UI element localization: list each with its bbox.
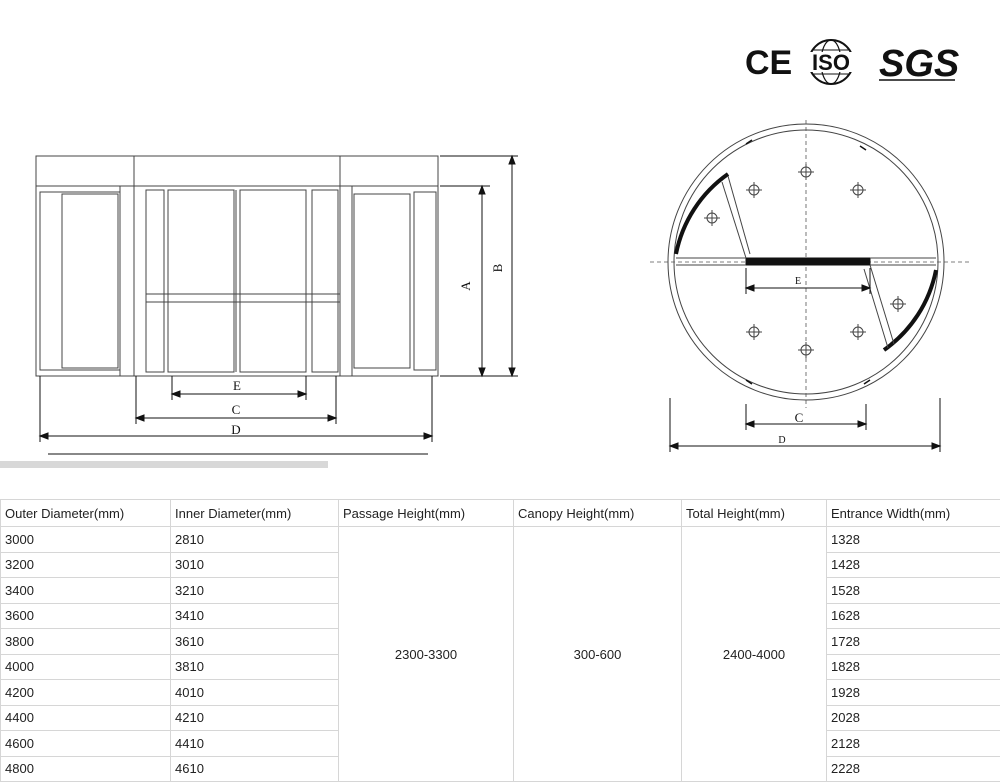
- front-elevation-drawing: [0, 150, 540, 470]
- ce-mark: CE: [745, 44, 792, 82]
- table-row: [1, 527, 1000, 553]
- inner-diameter-cell: 4010: [171, 680, 339, 706]
- outer-diameter-cell: 3600: [1, 603, 171, 629]
- entrance-width-cell: 2228: [827, 756, 1000, 782]
- sgs-mark: SGS: [879, 43, 959, 85]
- outer-diameter-cell: 3000: [1, 527, 171, 553]
- dim-label-b: B: [490, 263, 505, 272]
- entrance-width-cell: 2028: [827, 705, 1000, 731]
- dim-label-a: A: [458, 281, 473, 291]
- outer-diameter-cell: 4600: [1, 731, 171, 757]
- entrance-width-cell: 1628: [827, 603, 1000, 629]
- entrance-width-cell: 1728: [827, 629, 1000, 655]
- outer-diameter-cell: 4200: [1, 680, 171, 706]
- inner-diameter-cell: 3410: [171, 603, 339, 629]
- plan-dim-label-d: D: [778, 435, 785, 446]
- dim-label-c: C: [232, 402, 241, 417]
- outer-diameter-cell: 3400: [1, 578, 171, 604]
- dim-label-d: D: [231, 422, 240, 437]
- entrance-width-cell: 1928: [827, 680, 1000, 706]
- header-canopy-height: Canopy Height(mm): [514, 500, 682, 527]
- entrance-width-cell: 1428: [827, 552, 1000, 578]
- header-entrance-width: Entrance Width(mm): [827, 500, 1000, 527]
- inner-diameter-cell: 4610: [171, 756, 339, 782]
- header-inner-diameter: Inner Diameter(mm): [171, 500, 339, 527]
- entrance-width-cell: 1528: [827, 578, 1000, 604]
- entrance-width-cell: 1828: [827, 654, 1000, 680]
- outer-diameter-cell: 4800: [1, 756, 171, 782]
- passage-height-cell: 2300-3300: [339, 527, 514, 782]
- plan-dim-label-e: E: [795, 276, 801, 287]
- inner-diameter-cell: 4210: [171, 705, 339, 731]
- total-height-cell: 2400-4000: [682, 527, 827, 782]
- outer-diameter-cell: 3200: [1, 552, 171, 578]
- scroll-track: [0, 461, 328, 468]
- canopy-height-cell: 300-600: [514, 527, 682, 782]
- outer-diameter-cell: 4000: [1, 654, 171, 680]
- specification-table: [0, 499, 1000, 782]
- inner-diameter-cell: 3010: [171, 552, 339, 578]
- entrance-width-cell: 1328: [827, 527, 1000, 553]
- inner-diameter-cell: 3810: [171, 654, 339, 680]
- dim-label-e: E: [233, 378, 241, 393]
- iso-logo: [807, 40, 855, 84]
- certification-logos: [745, 36, 965, 88]
- table-header-row: [1, 500, 1000, 527]
- header-total-height: Total Height(mm): [682, 500, 827, 527]
- plan-dim-label-c: C: [795, 410, 804, 425]
- inner-diameter-cell: 3610: [171, 629, 339, 655]
- header-outer-diameter: Outer Diameter(mm): [1, 500, 171, 527]
- inner-diameter-cell: 3210: [171, 578, 339, 604]
- iso-text: ISO: [812, 50, 850, 75]
- plan-view-drawing: [650, 118, 970, 458]
- inner-diameter-cell: 4410: [171, 731, 339, 757]
- outer-diameter-cell: 3800: [1, 629, 171, 655]
- outer-diameter-cell: 4400: [1, 705, 171, 731]
- header-passage-height: Passage Height(mm): [339, 500, 514, 527]
- inner-diameter-cell: 2810: [171, 527, 339, 553]
- entrance-width-cell: 2128: [827, 731, 1000, 757]
